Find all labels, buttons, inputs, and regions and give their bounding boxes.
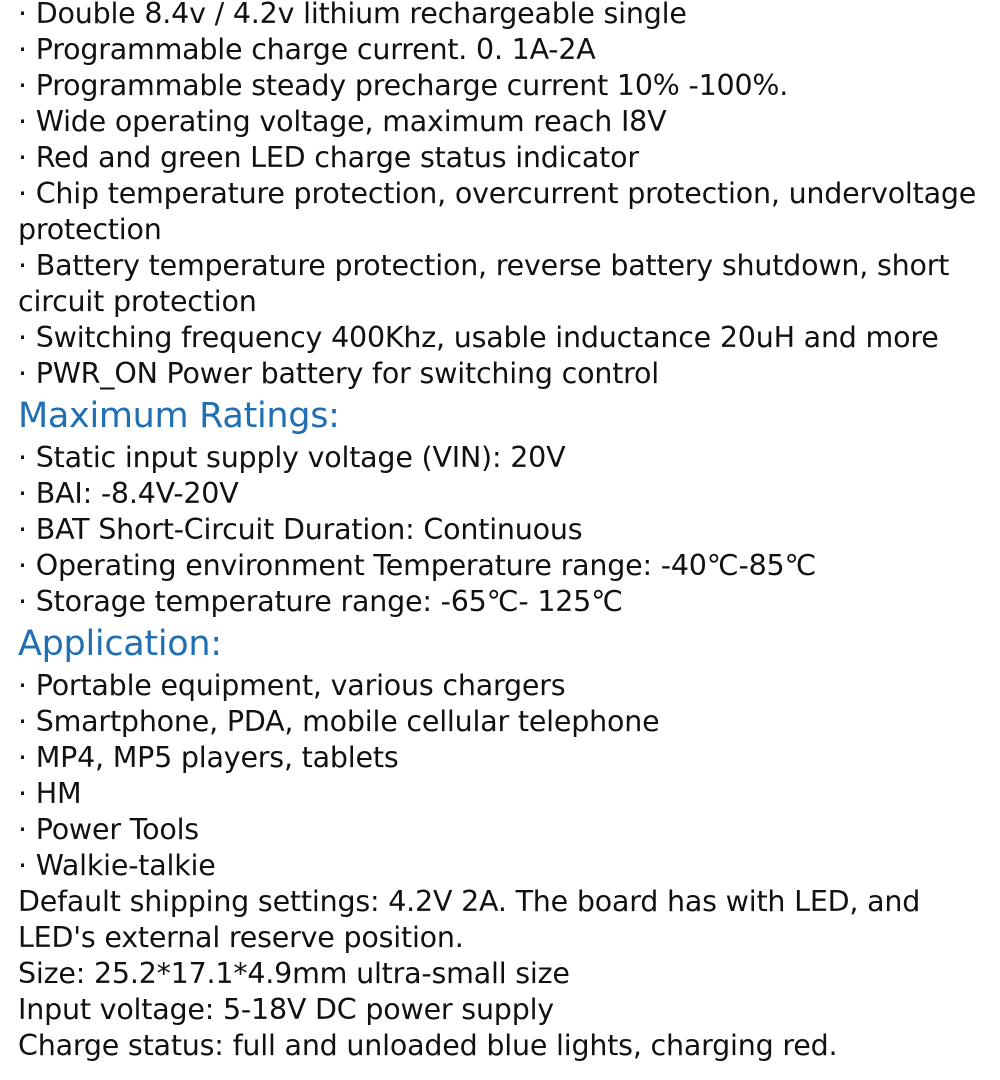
feature-item: · Switching frequency 400Khz, usable inductance 20uH and more (18, 321, 939, 354)
application-item: · MP4, MP5 players, tablets (18, 741, 399, 774)
bullet-dot: · (18, 141, 27, 174)
application-heading: Application: (18, 624, 222, 664)
bullet-dot: · (18, 177, 27, 210)
bullet-dot: · (18, 549, 27, 582)
bullet-dot: · (18, 849, 27, 882)
feature-item: · Wide operating voltage, maximum reach I8V (18, 105, 667, 138)
rating-item: · Operating environment Temperature range: -40℃-85℃ (18, 549, 817, 582)
feature-item: · PWR_ON Power battery for switching control (18, 357, 660, 390)
rating-item: · BAI: -8.4V-20V (18, 477, 239, 510)
features-list (18, 0, 994, 392)
bullet-dot: · (18, 0, 27, 30)
application-list (18, 668, 994, 884)
rating-item: · Storage temperature range: -65℃- 125℃ (18, 585, 623, 618)
shipping-settings-note: Default shipping settings: 4.2V 2A. The board has with LED, and LED's external reserve position. (18, 885, 921, 954)
application-item: · HM (18, 777, 82, 810)
feature-item: · Battery temperature protection, reverse battery shutdown, short circuit protection (18, 249, 950, 318)
notes-block (18, 884, 994, 1064)
feature-item: · Programmable charge current. 0. 1A-2A (18, 33, 596, 66)
charge-status-note: Charge status: full and unloaded blue lights, charging red. (18, 1029, 838, 1062)
bullet-dot: · (18, 69, 27, 102)
application-item: · Walkie-talkie (18, 849, 216, 882)
feature-item: · Double 8.4v / 4.2v lithium rechargeable single (18, 0, 994, 32)
bullet-dot: · (18, 477, 27, 510)
bullet-dot: · (18, 585, 27, 618)
feature-item: · Programmable steady precharge current 10% -100%. (18, 69, 789, 102)
application-item: · Smartphone, PDA, mobile cellular telephone (18, 705, 660, 738)
product-description (18, 0, 994, 1064)
bullet-dot: · (18, 813, 27, 846)
application-item: · Portable equipment, various chargers (18, 669, 566, 702)
rating-item: · BAT Short-Circuit Duration: Continuous (18, 513, 583, 546)
feature-item: · Red and green LED charge status indicator (18, 141, 639, 174)
rating-item: · Static input supply voltage (VIN): 20V (18, 441, 566, 474)
bullet-dot: · (18, 741, 27, 774)
application-item: · Power Tools (18, 813, 199, 846)
bullet-dot: · (18, 705, 27, 738)
bullet-dot: · (18, 441, 27, 474)
maximum-ratings-heading: Maximum Ratings: (18, 396, 340, 436)
input-voltage-note: Input voltage: 5-18V DC power supply (18, 993, 554, 1026)
bullet-dot: · (18, 321, 27, 354)
ratings-list (18, 440, 994, 620)
bullet-dot: · (18, 249, 27, 282)
size-note: Size: 25.2*17.1*4.9mm ultra-small size (18, 957, 570, 990)
bullet-dot: · (18, 777, 27, 810)
bullet-dot: · (18, 669, 27, 702)
bullet-dot: · (18, 357, 27, 390)
bullet-dot: · (18, 513, 27, 546)
bullet-dot: · (18, 105, 27, 138)
feature-item: · Chip temperature protection, overcurrent protection, undervoltage protection (18, 177, 977, 246)
bullet-dot: · (18, 33, 27, 66)
